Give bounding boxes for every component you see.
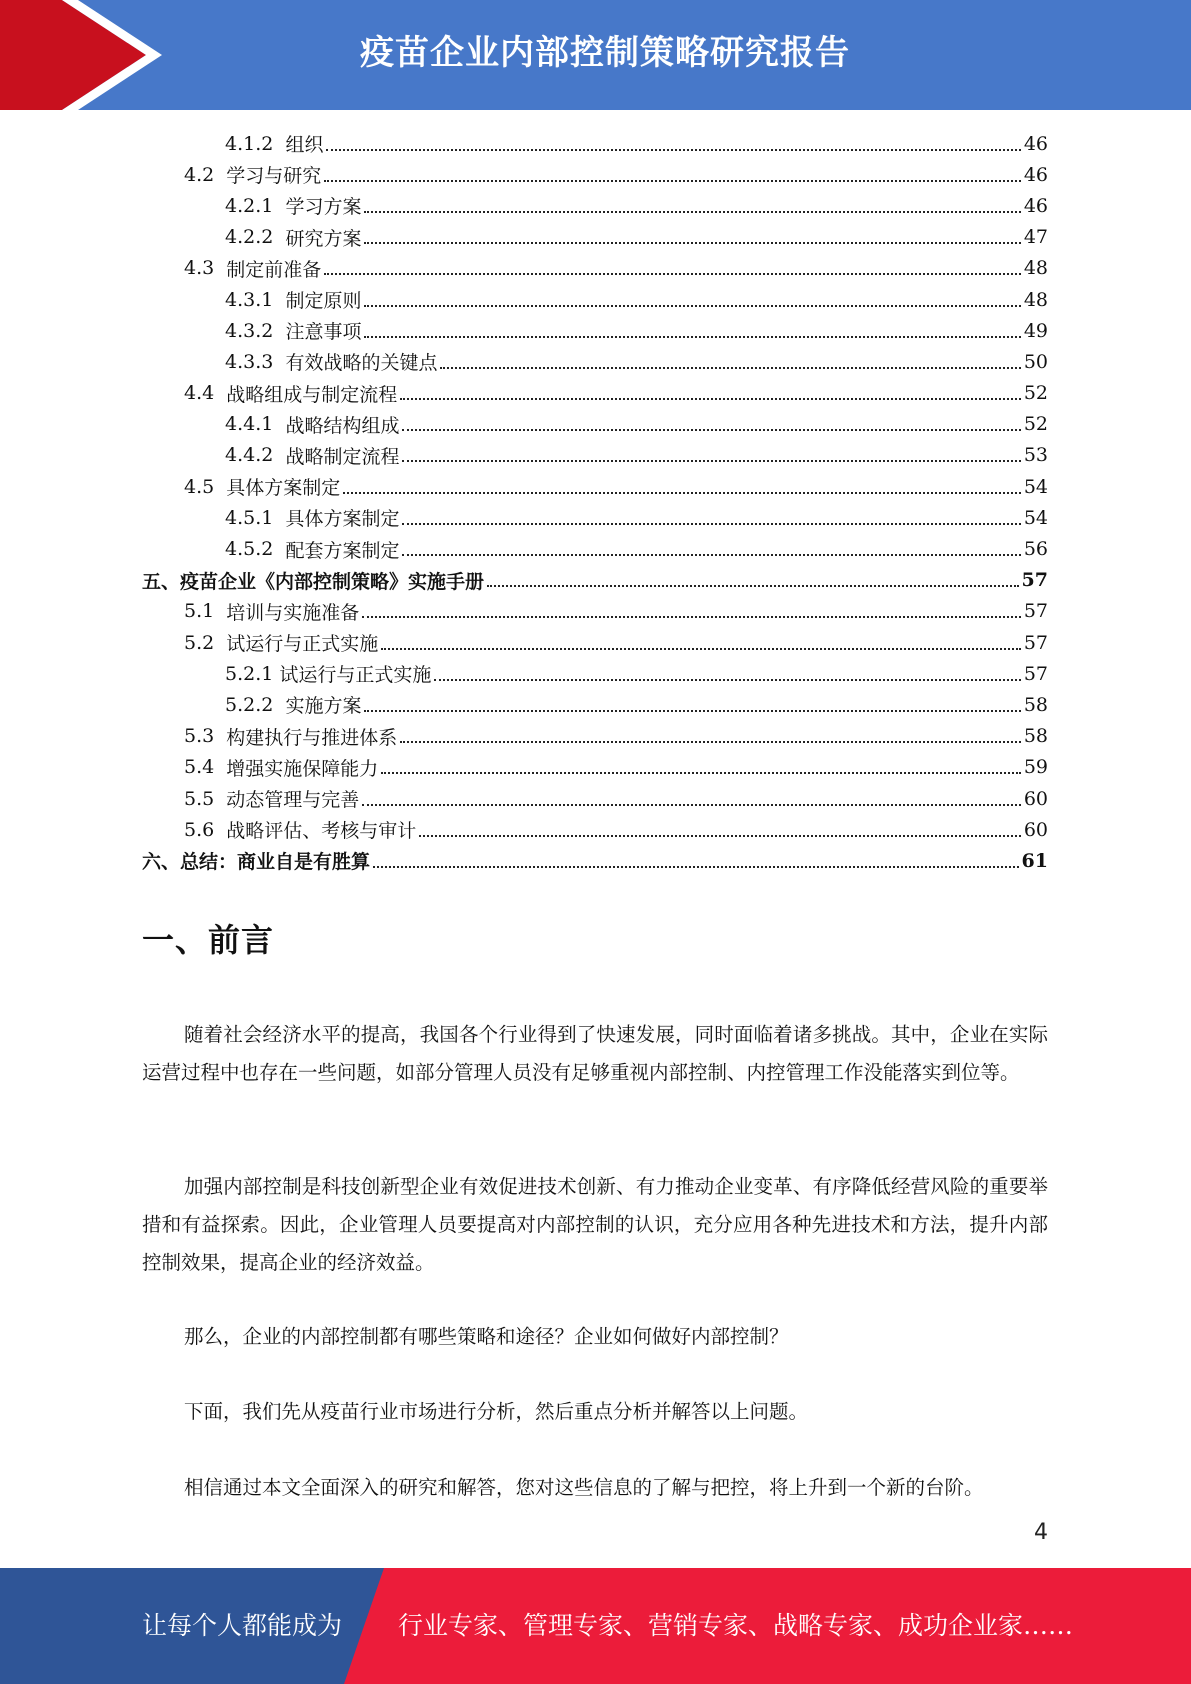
toc-dot-leader (402, 460, 1020, 462)
toc-entry-title: 试运行与正式实施 (279, 664, 432, 687)
toc-dot-leader (364, 305, 1020, 307)
toc-dot-leader (364, 242, 1020, 244)
toc-entry[interactable] (142, 502, 1048, 533)
toc-entry[interactable] (142, 565, 1048, 596)
toc-entry-title: 配套方案制定 (285, 539, 400, 562)
toc-entry-title: 注意事项 (285, 321, 362, 344)
toc-entry-page: 49 (1023, 319, 1048, 342)
toc-entry[interactable] (142, 752, 1048, 783)
body-paragraph: 相信通过本文全面深入的研究和解答，您对这些信息的了解与把控，将上升到一个新的台阶。 (184, 1476, 984, 1499)
toc-entry-page: 58 (1023, 693, 1048, 716)
toc-entry-page: 57 (1023, 631, 1048, 654)
toc-entry-title: 战略制定流程 (285, 445, 400, 468)
toc-entry-title: 战略组成与制定流程 (226, 383, 398, 406)
section-heading: 一、前言 (142, 921, 275, 959)
toc-entry[interactable] (142, 159, 1048, 190)
toc-entry-title: 具体方案制定 (285, 508, 400, 531)
toc-entry-page: 50 (1023, 350, 1048, 373)
toc-entry-page: 52 (1023, 382, 1048, 405)
toc-entry-page: 60 (1023, 818, 1048, 841)
toc-entry-number: 4.4 (184, 382, 227, 405)
toc-entry-number: 5.3 (184, 725, 227, 748)
toc-entry-number: 4.3 (184, 257, 227, 280)
toc-dot-leader (400, 741, 1021, 743)
footer-slogan-left: 让每个人都能成为 (142, 1611, 343, 1640)
toc-entry-page: 46 (1023, 194, 1048, 217)
toc-entry[interactable] (142, 128, 1048, 159)
body-paragraph: 下面，我们先从疫苗行业市场进行分析，然后重点分析并解答以上问题。 (184, 1400, 809, 1423)
toc-entry-number: 4.4.1 (225, 413, 286, 436)
toc-entry-number: 5.1 (184, 600, 227, 623)
toc-dot-leader (419, 835, 1021, 837)
toc-dot-leader (487, 585, 1019, 587)
toc-entry-title: 有效战略的关键点 (285, 352, 438, 375)
toc-entry-title: 学习与研究 (226, 165, 322, 188)
toc-dot-leader (364, 336, 1020, 338)
toc-entry[interactable] (142, 378, 1048, 409)
toc-entry-page: 47 (1023, 226, 1048, 249)
toc-entry-number: 4.2 (184, 163, 227, 186)
toc-entry[interactable] (142, 783, 1048, 814)
toc-entry-title: 构建执行与推进体系 (226, 726, 398, 749)
toc-entry-number: 5.2.1 (225, 662, 280, 685)
toc-entry-title: 组织 (285, 134, 324, 157)
toc-dot-leader (324, 273, 1021, 275)
toc-entry[interactable] (142, 721, 1048, 752)
toc-entry-number: 5.4 (184, 756, 227, 779)
toc-entry[interactable] (142, 845, 1048, 876)
toc-entry[interactable] (142, 222, 1048, 253)
toc-entry-number: 5.6 (184, 818, 227, 841)
toc-entry-number: 4.2.2 (225, 226, 286, 249)
toc-entry-number: 4.5.2 (225, 538, 286, 561)
toc-entry[interactable] (142, 190, 1048, 221)
toc-entry-number: 4.3.2 (225, 319, 286, 342)
toc-dot-leader (402, 429, 1020, 431)
toc-entry-page: 48 (1023, 257, 1048, 280)
toc-dot-leader (364, 710, 1020, 712)
toc-entry-number: 4.2.1 (225, 194, 286, 217)
toc-dot-leader (326, 149, 1020, 151)
toc-entry-page: 48 (1023, 288, 1048, 311)
toc-entry-number: 4.3.3 (225, 350, 286, 373)
table-of-contents (142, 128, 1048, 877)
toc-dot-leader (400, 398, 1021, 400)
toc-entry[interactable] (142, 627, 1048, 658)
toc-dot-leader (362, 616, 1021, 618)
toc-entry-title: 制定前准备 (226, 258, 322, 281)
report-title: 疫苗企业内部控制策略研究报告 (360, 33, 850, 73)
toc-entry-title: 五、疫苗企业《内部控制策略》实施手册 (142, 570, 485, 593)
toc-entry-title: 制定原则 (285, 290, 362, 313)
toc-entry-page: 54 (1023, 506, 1048, 529)
toc-entry-title: 战略结构组成 (285, 414, 400, 437)
toc-entry-page: 46 (1023, 163, 1048, 186)
toc-entry-title: 培训与实施准备 (226, 601, 360, 624)
toc-entry-number: 4.1.2 (225, 132, 286, 155)
toc-dot-leader (402, 554, 1020, 556)
toc-entry-number: 4.3.1 (225, 288, 286, 311)
toc-dot-leader (434, 679, 1020, 681)
toc-entry[interactable] (142, 814, 1048, 845)
toc-entry-page: 53 (1023, 444, 1048, 467)
body-paragraph: 那么，企业的内部控制都有哪些策略和途径？企业如何做好内部控制？ (184, 1325, 789, 1348)
toc-entry-page: 57 (1021, 569, 1048, 592)
toc-entry[interactable] (142, 315, 1048, 346)
toc-entry-page: 52 (1023, 413, 1048, 436)
body-paragraph: 随着社会经济水平的提高，我国各个行业得到了快速发展，同时面临着诸多挑战。其中，企业在实际运营过程中也存在一些问题，如部分管理人员没有足够重视内部控制、内控管理工作没能落实到位等。 (142, 1023, 1048, 1084)
toc-entry-number: 5.5 (184, 787, 227, 810)
toc-entry[interactable] (142, 533, 1048, 564)
toc-entry-title: 研究方案 (285, 227, 362, 250)
toc-entry-title: 实施方案 (285, 695, 362, 718)
toc-entry-page: 46 (1023, 132, 1048, 155)
toc-entry-title: 增强实施保障能力 (226, 757, 379, 780)
toc-entry[interactable] (142, 689, 1048, 720)
toc-entry[interactable] (142, 658, 1048, 689)
toc-entry[interactable] (142, 409, 1048, 440)
toc-entry-number: 5.2 (184, 631, 227, 654)
toc-entry-title: 战略评估、考核与审计 (226, 820, 417, 843)
page-footer (0, 1568, 1191, 1684)
toc-entry[interactable] (142, 440, 1048, 471)
toc-entry-number: 4.5 (184, 475, 227, 498)
toc-entry-title: 学习方案 (285, 196, 362, 219)
toc-dot-leader (440, 367, 1020, 369)
body-paragraph: 加强内部控制是科技创新型企业有效促进技术创新、有力推动企业变革、有序降低经营风险的重要举措和有益探索。因此，企业管理人员要提高对内部控制的认识，充分应用各种先进技术和方法，提升内部控制效果，提高企业的经济效益。 (142, 1175, 1048, 1274)
page-number: 4 (1034, 1520, 1048, 1545)
toc-entry-page: 60 (1023, 787, 1048, 810)
page-header (0, 0, 1191, 110)
toc-entry-number: 5.2.2 (225, 693, 286, 716)
toc-entry-page: 57 (1023, 662, 1048, 685)
toc-entry-title: 六、总结：商业自是有胜算 (142, 851, 371, 874)
toc-entry-title: 具体方案制定 (226, 477, 341, 500)
toc-entry-page: 59 (1023, 756, 1048, 779)
toc-entry[interactable] (142, 471, 1048, 502)
toc-entry-title: 动态管理与完善 (226, 789, 360, 812)
toc-entry-page: 57 (1023, 600, 1048, 623)
toc-dot-leader (362, 804, 1021, 806)
toc-entry-page: 54 (1023, 475, 1048, 498)
footer-slogan-right: 行业专家、管理专家、营销专家、战略专家、成功企业家…… (398, 1611, 1074, 1640)
toc-entry[interactable] (142, 253, 1048, 284)
toc-entry-page: 61 (1021, 849, 1048, 872)
toc-dot-leader (402, 523, 1020, 525)
toc-dot-leader (381, 648, 1021, 650)
toc-entry-number: 4.5.1 (225, 506, 286, 529)
toc-entry-page: 56 (1023, 538, 1048, 561)
toc-dot-leader (324, 180, 1021, 182)
toc-entry[interactable] (142, 596, 1048, 627)
toc-entry[interactable] (142, 284, 1048, 315)
toc-dot-leader (364, 211, 1020, 213)
toc-entry-number: 4.4.2 (225, 444, 286, 467)
toc-entry-title: 试运行与正式实施 (226, 633, 379, 656)
toc-entry-page: 58 (1023, 725, 1048, 748)
toc-dot-leader (343, 492, 1021, 494)
toc-entry[interactable] (142, 346, 1048, 377)
toc-dot-leader (381, 772, 1021, 774)
toc-dot-leader (373, 866, 1019, 868)
